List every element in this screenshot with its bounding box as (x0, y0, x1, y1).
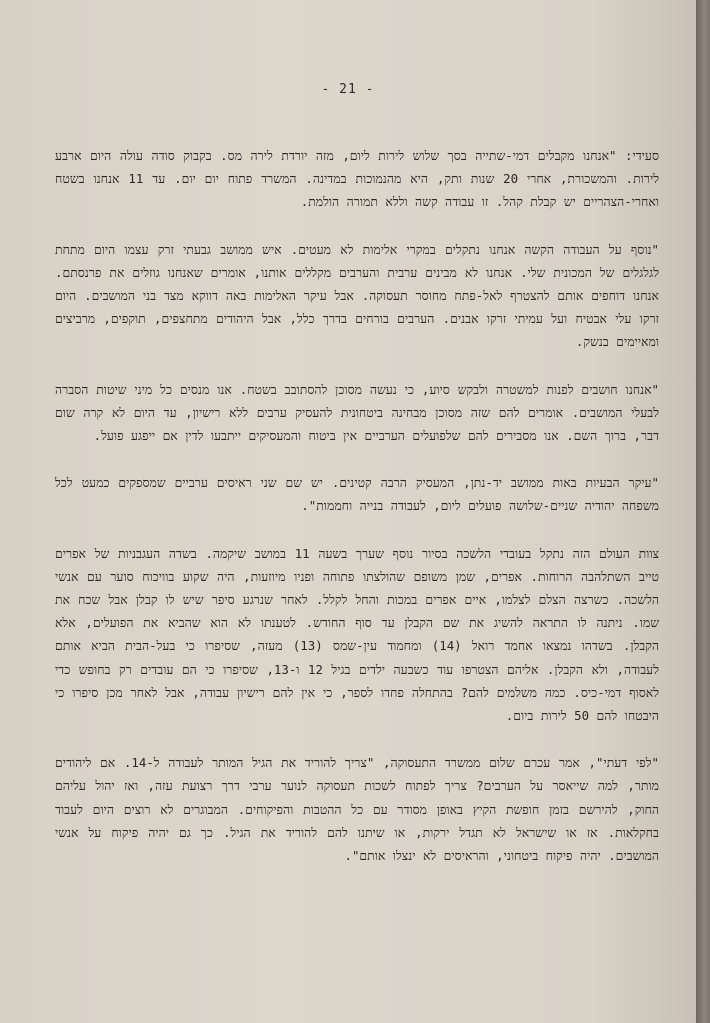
article-body (55, 144, 659, 891)
paragraph-5: צוות העולם הזה נתקל בעובדי הלשכה בסיור נוסף שערך בשעה 11 במושב שיקמה. בשדה העגבניות של אפרים טייב השתלהבה הרוחות. אפרים, שמן משופם שהולצתו פתוחה ופניו מיוזעות, היה שקוע בוויכוח סוער עם אנשי הלשכה. כשרצה הצלם לצלמו, איים אפרים במכות והחל לקלל. לאחר שנרגע סיפר שיש לו קבלן אבל שכח את שמו. ניתנה לו התראה להשיג את שם הקבלן עד סוף החודש. לטענתו לא הוא שהביא את הפועלים, אלא הקבלן. בשדהו נמצאו אחמד רואל (14) ומחמוד עין-שמס (13) מעזה, שסיפרו כי בעל-הבית הביא אותם לעבודה, ולא הקבלן. אליהם הצטרפו עוד כשבעה ילדים בגיל 12 ו-13, שסיפרו כי הם עובדים רק בחופש כדי לאסוף דמי-כיס. כמה משלמים להם? בהתחלה פחדו לספר, כי אין להם רישיון עבודה, אבל לאחר מכן סיפרו כי היבטחו להם 50 לירות ביום. (55, 545, 660, 724)
page-edge-shadow (696, 0, 710, 1023)
page-number: - 21 - (321, 82, 375, 97)
paragraph-1: סעידי: "אנחנו מקבלים דמי-שתייה בסך שלוש לירות ליום, מזה יורדת לירה מס. בקבוק סודה עולה היום ארבע לירות. והמשכורת, אחרי 20 שנות ותק, היא מהנמוכות במדינה. המשרד פתוח יום יום. עד 11 אנחנו בשטח ואחרי-הצהריים יש קבלת קהל. זו עבודה קשה וללא תמורה הולמת. (55, 148, 659, 210)
paragraph-3: "אנחנו חושבים לפנות למשטרה ולבקש סיוע, כי נעשה מסוכן להסתובב בשטח. אנו מנסים כל מיני שיטות הסברה לבעלי המושבים. אומרים להם שזה מסוכן מבחינה ביטחונית להעסיק ערבים ללא רישיון, עד היום לא קרה שום דבר, ברוך השם. אנו מסבירים להם שלפועלים הערביים אין ביטוח והמעסיקים ייתבעו לדין אם ייפגע פועל. (55, 381, 659, 444)
paragraph-6: "לפי דעתי", אמר עכרם שלום ממשרד התעסוקה, "צריך להוריד את הגיל המותר לעבודה ל-14. אם ליהודים מותר, למה שייאסר על הערבים? צריך לפתוח לשכות תעסוקה לנוער ערבי דרך רצועת עזה, ואז יהול עליהם החוק, להירשם בזמן חופשת הקיץ באופן מסודר עם כל ההטבות והפיקוחים. המבוגרים לא רוצים היום לעבוד בחקלאות. אז או שישראל לא תגדל ירקות, או שיתנו להם להוריד את הגיל. כך גם יהיה פיקוח על אנשי המושבים. יהיה פיקוח ביטחוני, והראיסים לא ינצלו אותם". (55, 755, 659, 864)
paragraph-4: "עיקר הבעיות באות ממושב יד-נתן, המעסיק הרבה קטינים. יש שם שני ראיסים ערביים שמספקים כמעט לכל משפחה יהודיה שניים-שלושה פועלים ליום, לעבודה בנייה וחממות". (55, 475, 659, 514)
paragraph-2: "נוסף על העבודה הקשה אנחנו נתקלים במקרי אלימות לא מעטים. איש ממושב גבעתי זרק עצמו היום מתחת לגלגלים של המכונית שלי. אנחנו לא מבינים ערבית והערבים מקללים אותנו, אומרים שאנחנו גוזלים את פרנסתם. אנחנו דוחפים אותם להצטרף לאל-פתח מחוסר תעסוקה. אבל עיקר האלימות באה דווקא מצד בני המושבים. היום זרקו עלי אבטיח ועל עמיתי זרקו אבנים. הערבים בורחים בדרך כלל, אבל היהודים מתחצפים, תוקפים, מרביצים ומאיימים בנשק. (55, 241, 659, 350)
